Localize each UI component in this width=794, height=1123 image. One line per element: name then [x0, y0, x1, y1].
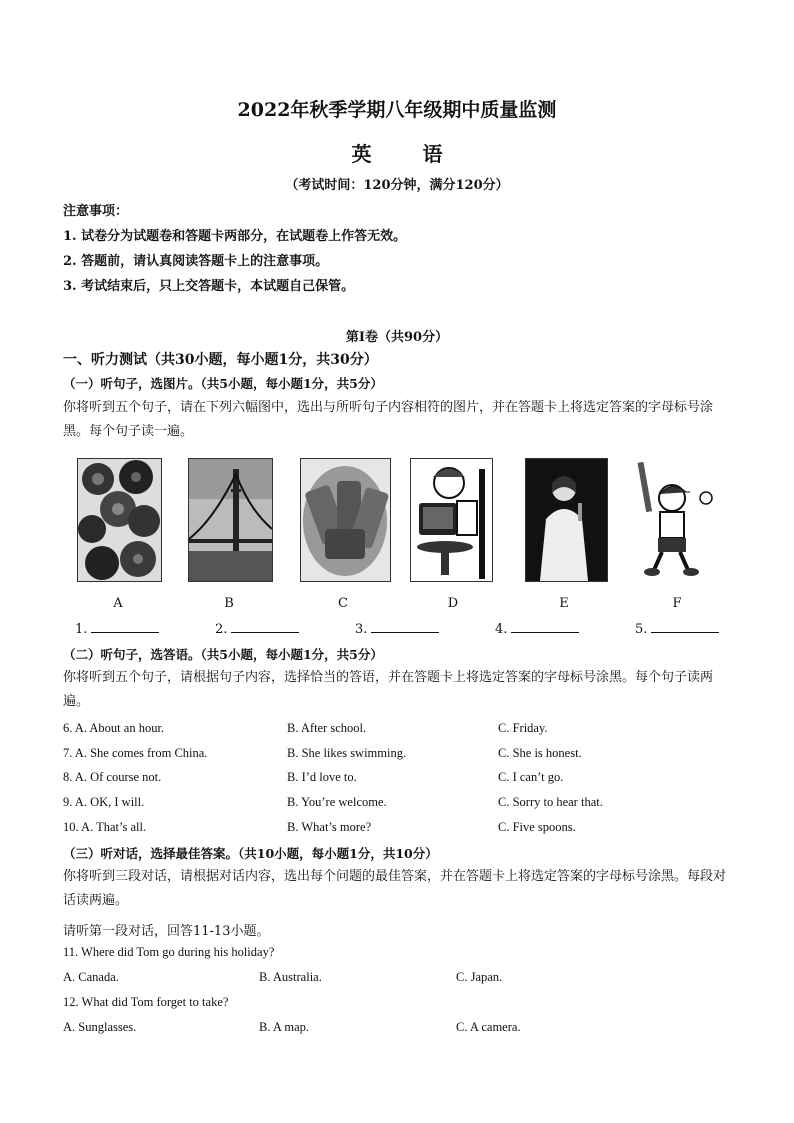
option-a: A. Canada.: [63, 970, 119, 984]
note-item: 1. 试卷分为试题卷和答题卡两部分，在试题卷上作答无效。: [63, 229, 407, 244]
option-a: 10. A. That’s all.: [63, 820, 147, 834]
option-a: 7. A. She comes from China.: [63, 746, 208, 760]
picture-cookies: [77, 458, 162, 582]
picture-baseball-boy: [634, 458, 719, 580]
subject-title: 英 语: [351, 142, 465, 166]
picture-label-e: E: [559, 596, 569, 611]
answer-blank[interactable]: [215, 620, 299, 637]
option-a: 6. A. About an hour.: [63, 721, 165, 735]
part1-heading: 第Ⅰ卷（共90分）: [345, 330, 449, 345]
answer-blank[interactable]: [635, 620, 719, 637]
option-c: C. Five spoons.: [498, 820, 576, 834]
option-b: B. A map.: [259, 1020, 310, 1034]
blank-number: 1.: [75, 622, 88, 637]
picture-label-b: B: [224, 596, 234, 611]
option-b: B. You’re welcome.: [287, 795, 387, 809]
boy-computer-image: [411, 459, 492, 581]
picture-bridge: [188, 458, 273, 582]
singer-image: [526, 459, 607, 581]
option-b: B. After school.: [287, 721, 367, 735]
notes-heading: 注意事项：: [63, 204, 129, 219]
baseball-boy-image: [634, 458, 719, 580]
dialogue-intro: 请听第一段对话，回答11-13小题。: [63, 924, 270, 939]
picture-food: [300, 458, 391, 582]
instruction: 你将听到五个句子，请根据句子内容，选择恰当的答语，并在答题卡上将选定答案的字母标号涂黑。每个句子读两遍。: [63, 670, 714, 709]
picture-singer: [525, 458, 608, 582]
picture-label-a: A: [113, 596, 123, 611]
blank-line: [651, 620, 719, 633]
option-a: A. Sunglasses.: [63, 1020, 137, 1034]
option-c: C. She is honest.: [498, 746, 582, 760]
food-image: [301, 459, 390, 581]
note-item: 3. 考试结束后，只上交答题卡，本试题自己保管。: [63, 279, 355, 294]
subsection-title: （一）听句子，选图片。（共5小题，每小题1分，共5分）: [63, 376, 383, 391]
exam-info: （考试时间：120分钟，满分120分）: [285, 178, 509, 193]
question-text: 11. Where did Tom go during his holiday?: [63, 945, 275, 959]
option-b: B. What’s more?: [287, 820, 372, 834]
question-text: 12. What did Tom forget to take?: [63, 995, 229, 1009]
section-title: 一、听力测试（共30小题，每小题1分，共30分）: [63, 352, 378, 368]
option-b: B. Australia.: [259, 970, 322, 984]
subsection-title: （三）听对话，选择最佳答案。（共10小题，每小题1分，共10分）: [63, 846, 438, 861]
option-c: C. A camera.: [456, 1020, 521, 1034]
blank-line: [91, 620, 159, 633]
picture-label-c: C: [338, 596, 348, 611]
option-b: B. I’d love to.: [287, 770, 357, 784]
blank-line: [371, 620, 439, 633]
option-c: C. Japan.: [456, 970, 503, 984]
option-b: B. She likes swimming.: [287, 746, 407, 760]
option-c: C. Friday.: [498, 721, 548, 735]
blank-line: [511, 620, 579, 633]
blank-number: 2.: [215, 622, 228, 637]
option-c: C. I can’t go.: [498, 770, 564, 784]
instruction: 你将听到三段对话，请根据对话内容，选出每个问题的最佳答案，并在答题卡上将选定答案的字母标号涂黑。每段对话读两遍。: [63, 869, 727, 908]
picture-label-d: D: [447, 596, 459, 611]
blank-number: 3.: [355, 622, 368, 637]
option-a: 9. A. OK, I will.: [63, 795, 145, 809]
instruction: 你将听到五个句子，请在下列六幅图中，选出与所听句子内容相符的图片，并在答题卡上将选定答案的字母标号涂黑。每个句子读一遍。: [63, 400, 714, 439]
answer-blank[interactable]: [495, 620, 579, 637]
cookies-image: [78, 459, 161, 581]
blank-line: [231, 620, 299, 633]
answer-blank[interactable]: [355, 620, 439, 637]
option-a: 8. A. Of course not.: [63, 770, 162, 784]
bridge-image: [189, 459, 272, 581]
note-item: 2. 答题前，请认真阅读答题卡上的注意事项。: [63, 254, 329, 269]
picture-boy-computer: [410, 458, 493, 582]
answer-blank[interactable]: [75, 620, 159, 637]
blank-number: 5.: [635, 622, 648, 637]
exam-title: 2022年秋季学期八年级期中质量监测: [237, 99, 557, 121]
picture-label-f: F: [672, 596, 682, 611]
blank-number: 4.: [495, 622, 508, 637]
option-c: C. Sorry to hear that.: [498, 795, 603, 809]
subsection-title: （二）听句子，选答语。（共5小题，每小题1分，共5分）: [63, 647, 383, 662]
